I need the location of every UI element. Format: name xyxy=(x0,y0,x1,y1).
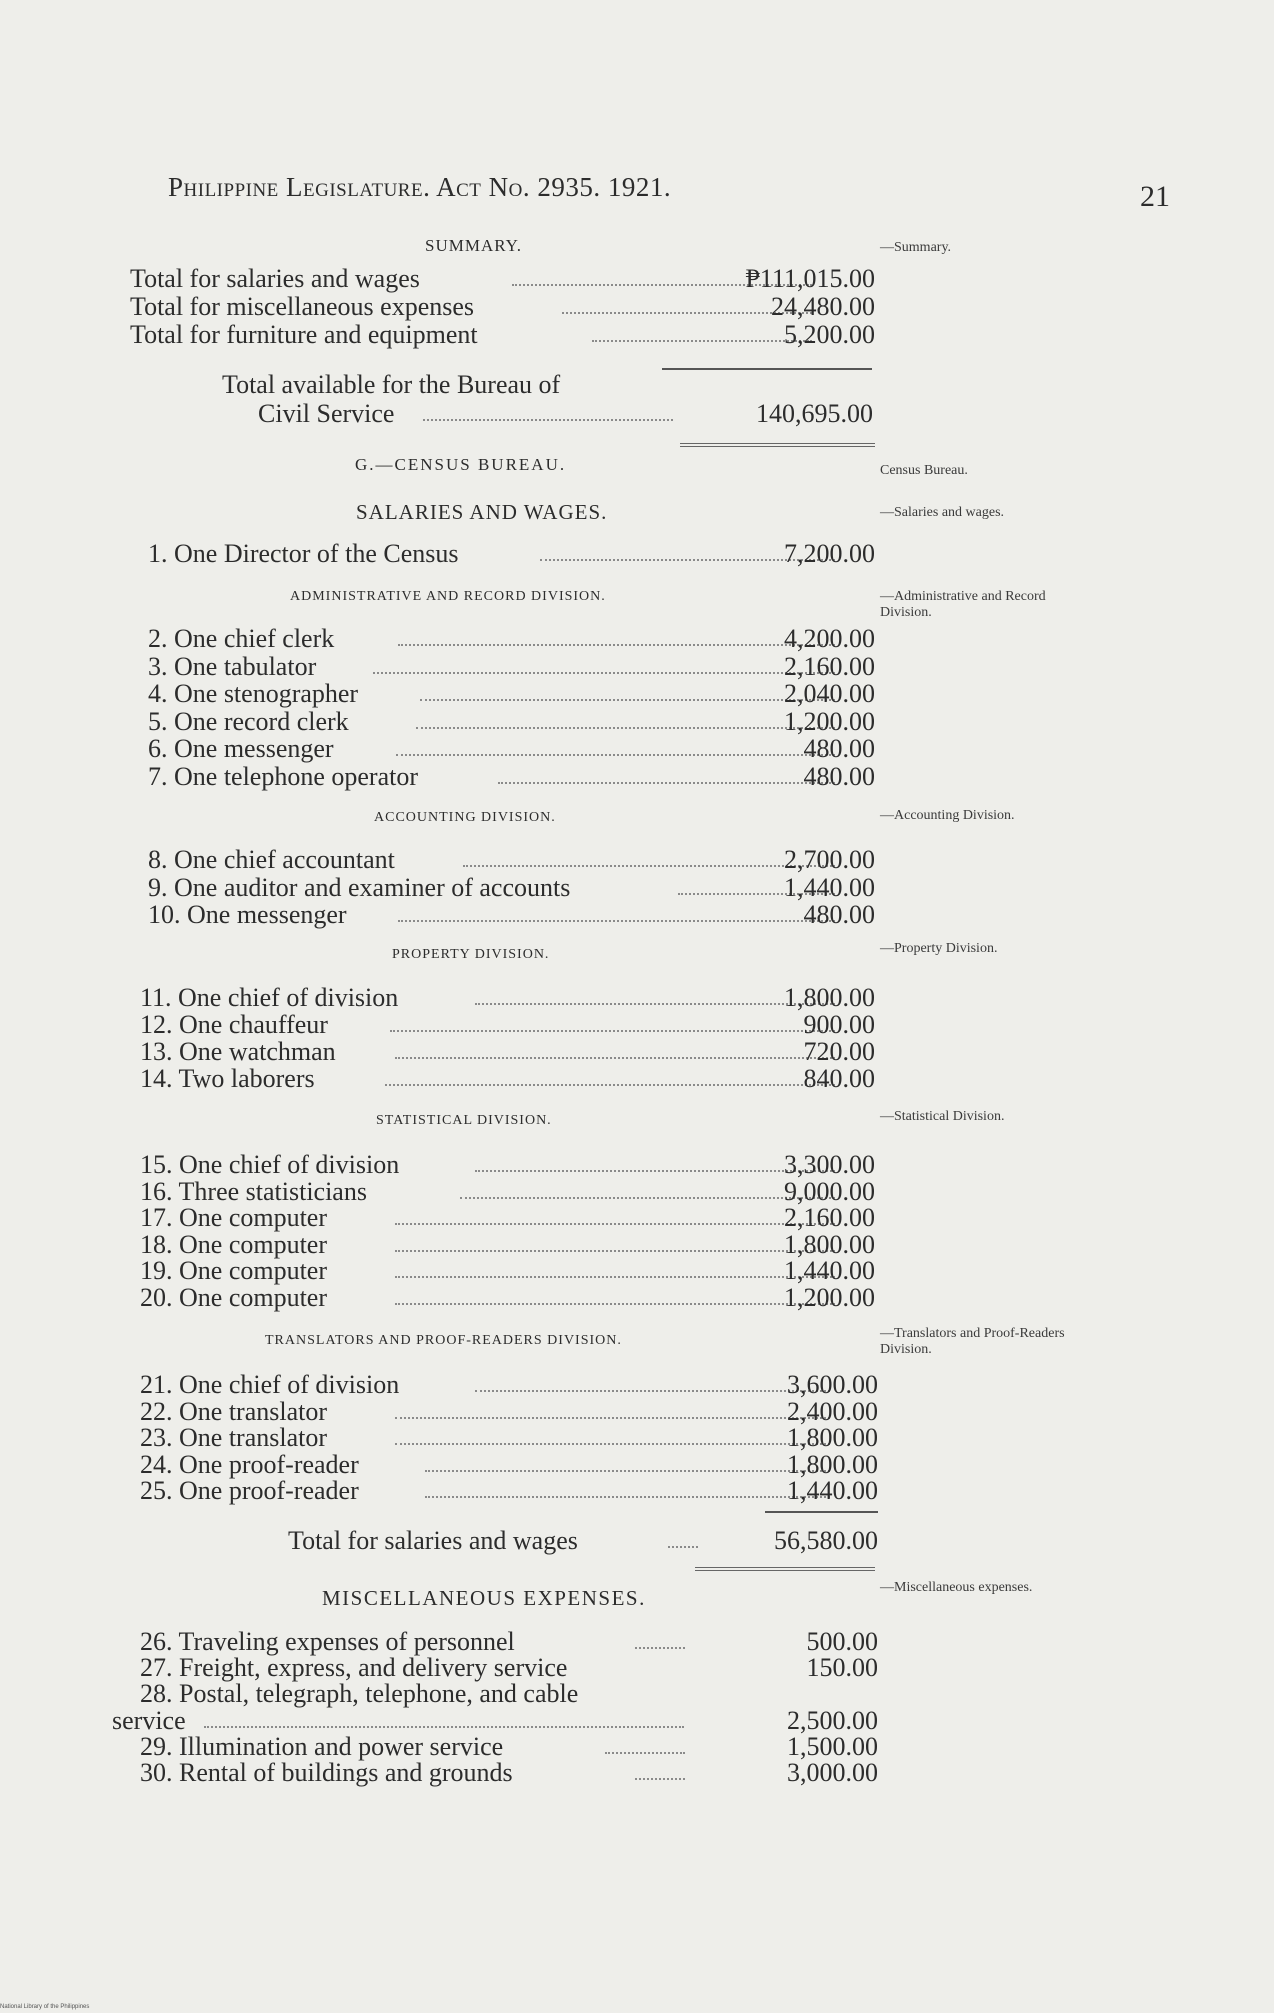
dot-leader xyxy=(668,1546,698,1548)
row-label: 13. One watchman xyxy=(140,1037,336,1066)
row-amount: 56,580.00 xyxy=(774,1526,878,1555)
salary-item xyxy=(140,1398,878,1425)
row-amount: 140,695.00 xyxy=(756,399,873,428)
page-number: 21 xyxy=(1140,180,1170,213)
salary-item xyxy=(148,625,875,652)
dot-leader xyxy=(475,1170,835,1172)
summary-row xyxy=(130,321,875,348)
summary-row xyxy=(130,293,875,320)
row-amount: 4,200.00 xyxy=(784,624,875,653)
salary-item xyxy=(148,763,875,790)
row-amount: 150.00 xyxy=(806,1653,878,1682)
row-amount: 480.00 xyxy=(803,734,875,763)
dot-leader xyxy=(395,1417,830,1419)
row-amount: 900.00 xyxy=(803,1010,875,1039)
margin-note-salaries: —Salaries and wages. xyxy=(880,505,1005,520)
row-label: 11. One chief of division xyxy=(140,983,399,1012)
row-amount: 7,200.00 xyxy=(784,539,875,568)
row-amount: 1,500.00 xyxy=(787,1732,878,1761)
row-label: 29. Illumination and power service xyxy=(140,1732,504,1761)
expense-item xyxy=(140,1759,878,1786)
bureau-title: G.—CENSUS BUREAU. xyxy=(355,455,567,474)
row-label: Total for salaries and wages xyxy=(288,1526,578,1555)
margin-note-census: Census Bureau. xyxy=(880,463,968,478)
division-title-translators: TRANSLATORS AND PROOF-READERS DIVISION. xyxy=(265,1333,622,1348)
row-label: 9. One auditor and examiner of accounts xyxy=(148,872,571,902)
dot-leader xyxy=(373,672,835,674)
dot-leader xyxy=(385,1084,835,1086)
row-label: 24. One proof-reader xyxy=(140,1449,359,1479)
row-amount: 2,040.00 xyxy=(784,679,875,708)
row-amount: 1,800.00 xyxy=(784,1229,875,1259)
row-label: 5. One record clerk xyxy=(148,706,349,736)
row-label: 7. One telephone operator xyxy=(148,761,419,791)
dot-leader xyxy=(425,1470,830,1472)
salary-item xyxy=(148,680,875,707)
row-amount: 2,160.00 xyxy=(784,651,875,681)
expense-item xyxy=(140,1733,878,1760)
dot-leader xyxy=(396,754,835,756)
row-label: 21. One chief of division xyxy=(140,1370,400,1399)
row-amount: 500.00 xyxy=(806,1627,878,1656)
salary-item xyxy=(140,1151,875,1178)
dot-leader xyxy=(420,699,835,701)
salaries-total-rule xyxy=(765,1511,878,1513)
row-amount: 3,000.00 xyxy=(787,1758,878,1787)
row-amount: 1,200.00 xyxy=(784,706,875,736)
row-amount: 1,800.00 xyxy=(787,1449,878,1479)
row-amount: 480.00 xyxy=(803,900,875,929)
row-amount: 720.00 xyxy=(803,1037,875,1066)
summary-total-row xyxy=(258,400,873,427)
dot-leader xyxy=(635,1647,685,1649)
salary-item xyxy=(140,1204,875,1231)
expense-item-continued xyxy=(112,1707,878,1734)
row-label: 10. One messenger xyxy=(148,900,347,929)
salary-item xyxy=(140,1424,878,1451)
row-amount: 2,500.00 xyxy=(787,1706,878,1735)
row-label: 3. One tabulator xyxy=(148,651,317,681)
row-label: 15. One chief of division xyxy=(140,1150,400,1179)
dot-leader xyxy=(395,1057,835,1059)
row-label: 28. Postal, telegraph, telephone, and cable xyxy=(140,1679,579,1708)
row-amount: 1,800.00 xyxy=(787,1423,878,1452)
summary-title: SUMMARY. xyxy=(425,236,522,255)
dot-leader xyxy=(395,1303,835,1305)
margin-note-admin: —Administrative and Record Division. xyxy=(880,589,1046,620)
margin-note-accounting: —Accounting Division. xyxy=(880,808,1015,823)
row-amount: 1,440.00 xyxy=(784,1256,875,1285)
row-label: 23. One translator xyxy=(140,1423,328,1452)
row-label: 20. One computer xyxy=(140,1282,328,1312)
summary-total-rule xyxy=(662,368,872,370)
margin-note-translators: —Translators and Proof-Readers Division. xyxy=(880,1326,1065,1357)
running-head: Philippine Legislature. Act No. 2935. 1921. xyxy=(168,172,672,202)
scan-credit: National Library of the Philippines xyxy=(0,2004,90,2010)
row-label: 2. One chief clerk xyxy=(148,624,335,653)
dot-leader xyxy=(592,340,812,342)
row-label: 14. Two laborers xyxy=(140,1064,315,1093)
row-amount: 1,440.00 xyxy=(787,1476,878,1505)
row-label: 4. One stenographer xyxy=(148,679,359,708)
dot-leader xyxy=(398,644,835,646)
row-label: 1. One Director of the Census xyxy=(148,539,459,568)
division-list-statistical xyxy=(140,1151,875,1316)
expense-item xyxy=(140,1628,878,1655)
summary-total-label-1: Total available for the Bureau of xyxy=(222,370,561,399)
row-amount: 9,000.00 xyxy=(784,1176,875,1206)
salaries-total-row xyxy=(288,1527,878,1554)
margin-note-statistical: —Statistical Division. xyxy=(880,1109,1005,1124)
row-label: Total for salaries and wages xyxy=(130,264,420,293)
dot-leader xyxy=(605,1752,685,1754)
row-label: Civil Service xyxy=(258,399,395,428)
salary-item xyxy=(148,874,875,901)
dot-leader xyxy=(475,1390,830,1392)
row-label: 18. One computer xyxy=(140,1229,328,1259)
row-amount: 480.00 xyxy=(803,761,875,791)
row-label: 25. One proof-reader xyxy=(140,1476,359,1505)
dot-leader xyxy=(395,1443,830,1445)
division-list-admin xyxy=(148,625,875,795)
row-label: 27. Freight, express, and delivery service xyxy=(140,1653,568,1682)
division-list-accounting xyxy=(148,846,875,931)
summary-double-rule xyxy=(680,443,875,447)
row-amount: 1,800.00 xyxy=(784,983,875,1012)
division-list-property xyxy=(140,984,875,1096)
division-title-statistical: STATISTICAL DIVISION. xyxy=(376,1113,552,1128)
salaries-title: SALARIES AND WAGES. xyxy=(356,500,608,524)
row-amount: 24,480.00 xyxy=(771,292,875,321)
salary-item xyxy=(140,1371,878,1398)
row-label: 12. One chauffeur xyxy=(140,1010,328,1039)
row-amount: 2,400.00 xyxy=(787,1396,878,1426)
dot-leader xyxy=(395,1276,835,1278)
salary-item xyxy=(148,653,875,680)
row-label: 17. One computer xyxy=(140,1203,328,1232)
salary-item xyxy=(140,1231,875,1258)
division-list-translators xyxy=(140,1371,878,1511)
row-label: service xyxy=(112,1706,186,1735)
dot-leader xyxy=(390,1030,835,1032)
row-amount: 3,300.00 xyxy=(784,1150,875,1179)
row-amount: 2,700.00 xyxy=(784,845,875,874)
row-amount: 3,600.00 xyxy=(787,1370,878,1399)
division-title-admin: ADMINISTRATIVE AND RECORD DIVISION. xyxy=(290,589,606,604)
dot-leader xyxy=(463,865,835,867)
row-label: 6. One messenger xyxy=(148,734,334,763)
division-title-accounting: ACCOUNTING DIVISION. xyxy=(374,810,556,825)
salary-item xyxy=(140,1065,875,1092)
salary-item xyxy=(148,901,875,928)
summary-row xyxy=(130,265,875,292)
row-amount: 1,440.00 xyxy=(784,872,875,902)
salary-item xyxy=(140,1451,878,1478)
salary-item xyxy=(140,1038,875,1065)
dot-leader xyxy=(425,1496,830,1498)
division-title-property: PROPERTY DIVISION. xyxy=(392,947,550,962)
margin-note-summary: —Summary. xyxy=(880,240,952,255)
row-label: 30. Rental of buildings and grounds xyxy=(140,1758,513,1787)
salary-item xyxy=(140,1011,875,1038)
dot-leader xyxy=(475,1003,835,1005)
dot-leader xyxy=(395,1223,835,1225)
salary-item xyxy=(140,1178,875,1205)
row-amount: ₱111,015.00 xyxy=(745,264,875,293)
salary-item xyxy=(148,540,875,567)
margin-note-misc: —Miscellaneous expenses. xyxy=(880,1580,1033,1595)
dot-leader xyxy=(398,920,835,922)
row-amount: 840.00 xyxy=(803,1064,875,1093)
dot-leader xyxy=(635,1778,685,1780)
salary-item xyxy=(148,846,875,873)
misc-list xyxy=(112,1628,878,1788)
dot-leader xyxy=(498,782,835,784)
row-amount: 5,200.00 xyxy=(784,320,875,349)
expense-item xyxy=(140,1654,878,1681)
salary-item xyxy=(148,735,875,762)
salaries-double-rule xyxy=(695,1567,875,1571)
dot-leader xyxy=(416,727,835,729)
row-label: 26. Traveling expenses of personnel xyxy=(140,1627,515,1656)
salary-item xyxy=(148,708,875,735)
salary-item xyxy=(140,1284,875,1311)
dot-leader xyxy=(204,1726,684,1728)
dot-leader xyxy=(460,1197,835,1199)
misc-title: MISCELLANEOUS EXPENSES. xyxy=(322,1586,646,1610)
dot-leader xyxy=(395,1250,835,1252)
salary-item xyxy=(140,984,875,1011)
row-label: Total for miscellaneous expenses xyxy=(130,292,475,321)
margin-note-property: —Property Division. xyxy=(880,941,998,956)
row-label: 22. One translator xyxy=(140,1396,328,1426)
salary-item xyxy=(140,1257,875,1284)
row-label: 16. Three statisticians xyxy=(140,1176,367,1206)
summary-table xyxy=(130,265,875,355)
row-amount: 1,200.00 xyxy=(784,1282,875,1312)
row-label: 19. One computer xyxy=(140,1256,328,1285)
salary-item xyxy=(140,1477,878,1504)
row-amount: 2,160.00 xyxy=(784,1203,875,1232)
dot-leader xyxy=(423,419,673,421)
row-label: 8. One chief accountant xyxy=(148,845,395,874)
expense-item xyxy=(140,1680,878,1707)
row-label: Total for furniture and equipment xyxy=(130,320,478,349)
